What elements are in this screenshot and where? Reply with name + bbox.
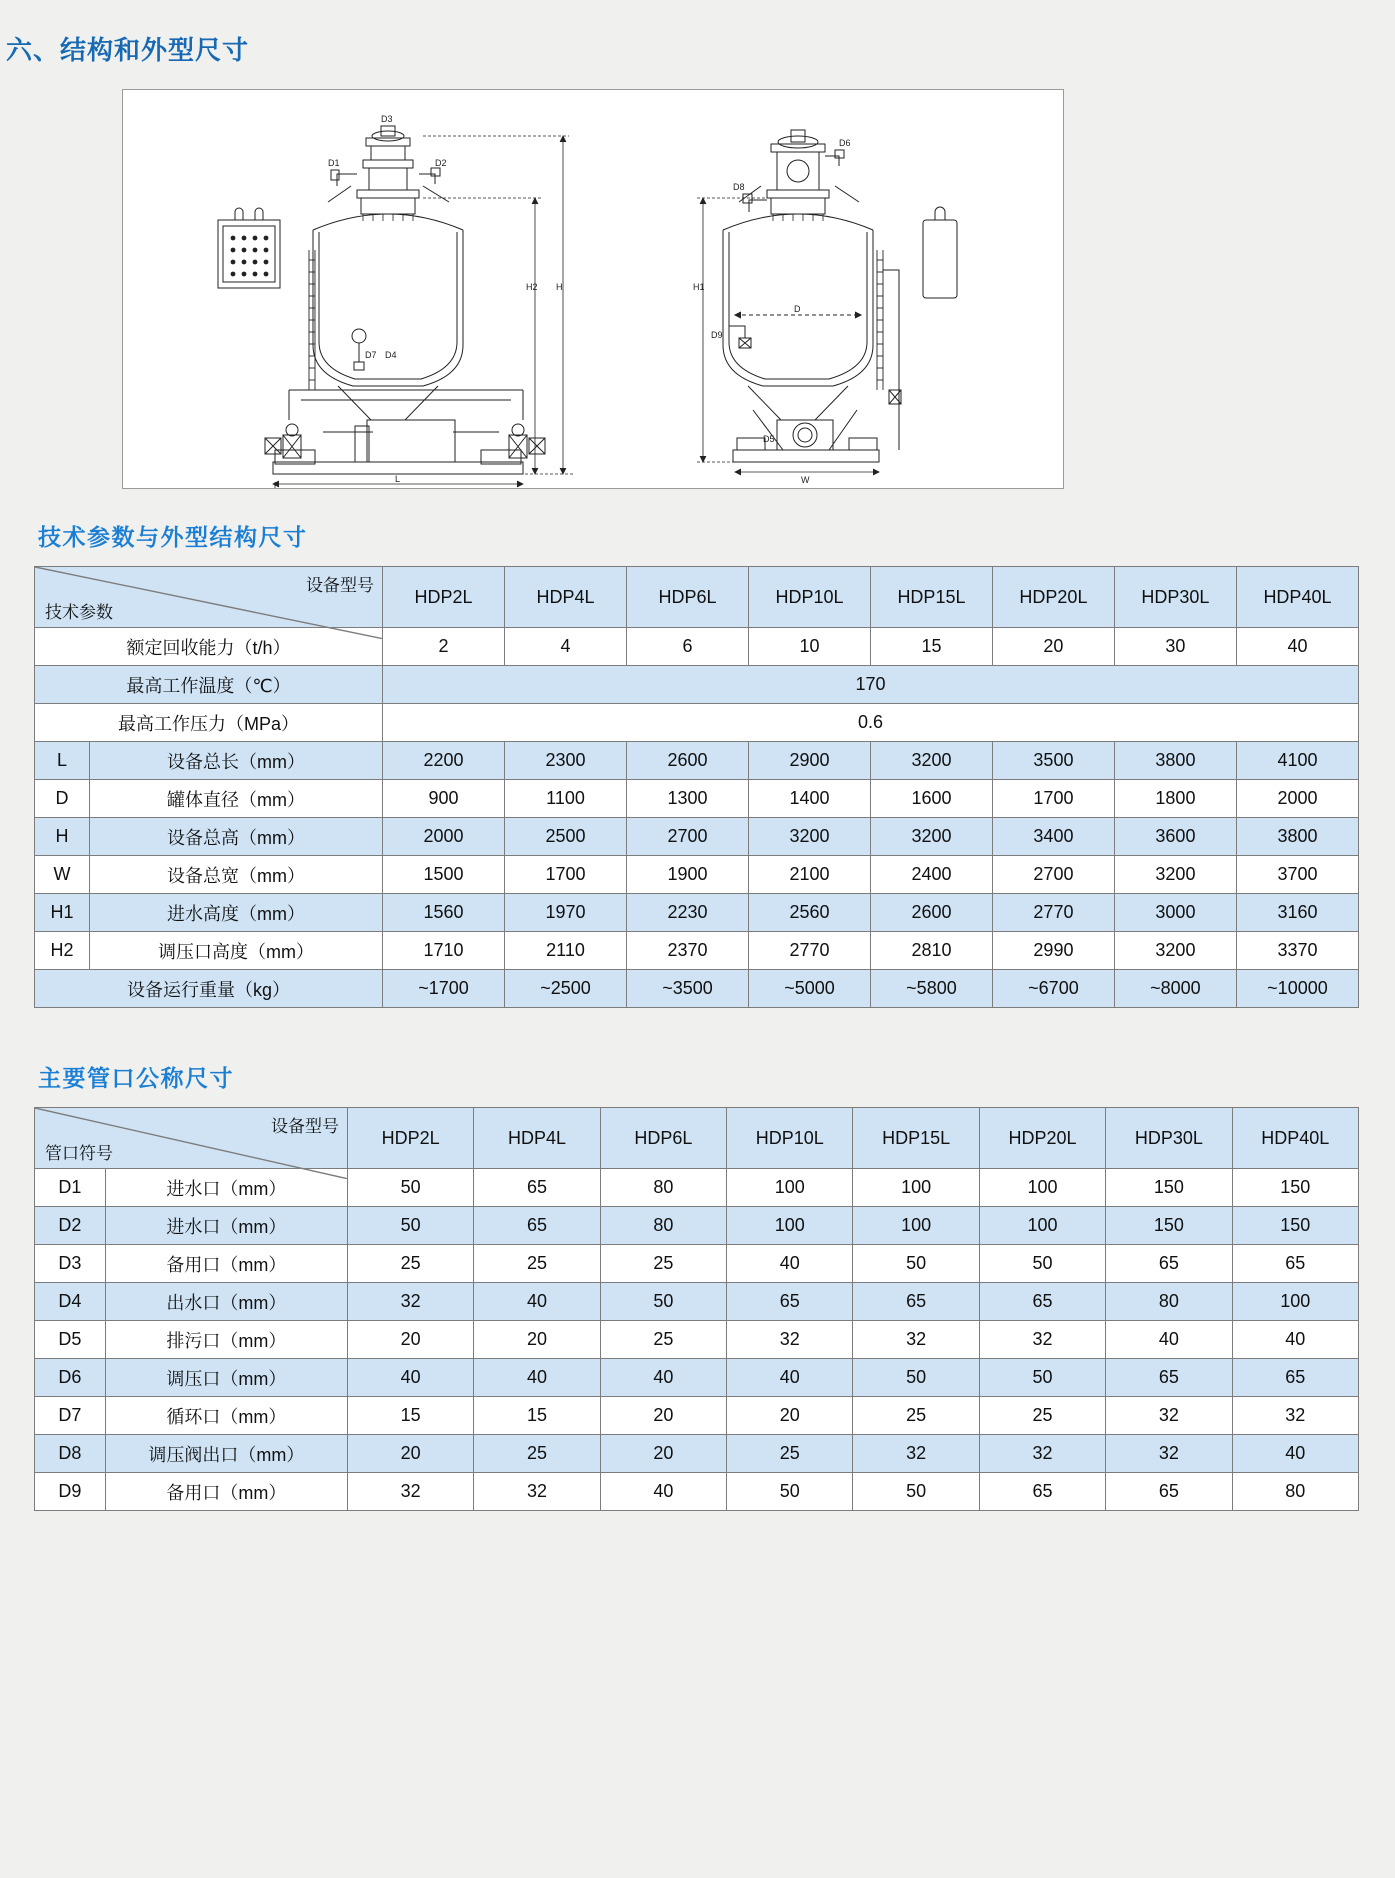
spec-cell: 2770 [748,932,870,970]
spec-cell: 1400 [748,780,870,818]
control-cabinet [218,208,280,288]
nozzle-cell: 25 [347,1245,473,1283]
svg-text:D9: D9 [711,330,723,340]
table-row [35,1359,1359,1397]
nozzle-cell: 15 [347,1397,473,1435]
spec-cell: 1300 [627,780,749,818]
spec-row-symbol: H2 [35,932,90,970]
page-title: 六、结构和外型尺寸 [6,35,250,65]
nozzle-cell: 40 [474,1359,600,1397]
spec-cell: 2560 [748,894,870,932]
table-row [35,856,1359,894]
nozzle-cell: 25 [600,1245,726,1283]
nozzle-cell: 65 [979,1473,1105,1511]
spec-row-label: 进水高度（mm） [90,894,383,932]
spec-cell: 2110 [505,932,627,970]
table-row [35,1207,1359,1245]
table-row [35,932,1359,970]
spec-cell: 2 [383,628,505,666]
svg-text:D3: D3 [381,114,393,124]
nozzle-model-header: HDP4L [474,1108,600,1169]
spec-cell: 2000 [1236,780,1358,818]
spec-cell: 2770 [992,894,1114,932]
nozzle-cell: 40 [727,1245,853,1283]
nozzle-cell: 50 [347,1207,473,1245]
nozzle-row-symbol: D2 [35,1207,106,1245]
nozzle-cell: 32 [979,1435,1105,1473]
spec-row-label: 设备运行重量（kg） [35,970,383,1008]
spec-model-header: HDP30L [1114,567,1236,628]
dimension-lines-right [697,198,879,475]
nozzle-cell: 25 [600,1321,726,1359]
spec-cell: 4100 [1236,742,1358,780]
table-row [35,970,1359,1008]
nozzle-cell: 65 [474,1207,600,1245]
spec-table [34,566,1359,1008]
nozzle-cell: 40 [1232,1321,1358,1359]
table-row [35,1245,1359,1283]
nozzle-row-symbol: D6 [35,1359,106,1397]
table-row [35,1473,1359,1511]
spec-cell: ~10000 [1236,970,1358,1008]
nozzle-row-label: 排污口（mm） [105,1321,347,1359]
nozzle-cell: 100 [1232,1283,1358,1321]
nozzle-row-symbol: D8 [35,1435,106,1473]
nozzle-cell: 25 [853,1397,979,1435]
spec-cell: 15 [870,628,992,666]
nozzle-cell: 20 [600,1397,726,1435]
nozzle-corner-top-label: 设备型号 [270,1117,339,1136]
spec-corner-cell [35,567,383,628]
nozzle-cell: 20 [474,1321,600,1359]
spec-row-label: 调压口高度（mm） [90,932,383,970]
spec-cell: ~1700 [383,970,505,1008]
spec-model-header: HDP6L [627,567,749,628]
spec-section-title: 技术参数与外型结构尺寸 [38,524,308,550]
spec-cell: 3200 [870,818,992,856]
nozzle-row-label: 调压阀出口（mm） [105,1435,347,1473]
spec-cell: ~2500 [505,970,627,1008]
nozzle-cell: 25 [474,1245,600,1283]
nozzle-row-label: 循环口（mm） [105,1397,347,1435]
nozzle-cell: 65 [474,1169,600,1207]
spec-cell: 30 [1114,628,1236,666]
nozzle-row-symbol: D7 [35,1397,106,1435]
nozzle-cell: 40 [727,1359,853,1397]
nozzle-model-header: HDP15L [853,1108,979,1169]
svg-text:D8: D8 [733,182,745,192]
nozzle-model-header: HDP30L [1106,1108,1232,1169]
nozzle-cell: 40 [474,1283,600,1321]
spec-cell: 1710 [383,932,505,970]
table-row [35,780,1359,818]
nozzle-row-label: 进水口（mm） [105,1207,347,1245]
nozzle-cell: 20 [600,1435,726,1473]
equipment-drawing-figure [122,89,1064,489]
svg-text:D: D [794,304,801,314]
svg-text:L: L [395,474,401,484]
spec-cell: 1700 [992,780,1114,818]
spec-row-symbol: H1 [35,894,90,932]
spec-cell: 1500 [383,856,505,894]
nozzle-cell: 150 [1232,1207,1358,1245]
nozzle-row-symbol: D5 [35,1321,106,1359]
nozzle-cell: 32 [979,1321,1105,1359]
nozzle-cell: 25 [979,1397,1105,1435]
nozzle-corner-cell [35,1108,348,1169]
nozzle-cell: 40 [1232,1435,1358,1473]
spec-cell: ~5000 [748,970,870,1008]
spec-cell: 1700 [505,856,627,894]
spec-cell: 4 [505,628,627,666]
nozzle-cell: 100 [853,1207,979,1245]
nozzle-cell: 80 [600,1169,726,1207]
nozzle-cell: 65 [1106,1359,1232,1397]
nozzle-model-header: HDP6L [600,1108,726,1169]
table-row [35,1283,1359,1321]
nozzle-row-symbol: D1 [35,1169,106,1207]
technical-drawing [123,90,1063,488]
spec-cell: 3000 [1114,894,1236,932]
spec-cell: 900 [383,780,505,818]
spec-cell: ~5800 [870,970,992,1008]
spec-cell: 3200 [1114,856,1236,894]
nozzle-cell: 32 [853,1321,979,1359]
svg-text:D4: D4 [385,350,397,360]
spec-cell: 6 [627,628,749,666]
nozzle-cell: 100 [979,1169,1105,1207]
nozzle-cell: 100 [853,1169,979,1207]
table-row [35,704,1359,742]
nozzle-corner-bottom-label: 管口符号 [45,1144,113,1163]
spec-cell: 2600 [627,742,749,780]
svg-text:D5: D5 [763,434,775,444]
table-row [35,742,1359,780]
spec-cell: 10 [748,628,870,666]
nozzle-table-body [35,1169,1359,1511]
nozzle-cell: 32 [1106,1435,1232,1473]
spec-cell: 3200 [748,818,870,856]
spec-cell: 2370 [627,932,749,970]
svg-text:D1: D1 [328,158,340,168]
nozzle-row-symbol: D3 [35,1245,106,1283]
nozzle-cell: 65 [1106,1245,1232,1283]
nozzle-cell: 40 [600,1359,726,1397]
spec-corner-bottom-label: 技术参数 [45,603,113,622]
nozzle-row-label: 调压口（mm） [105,1359,347,1397]
spec-cell: 2000 [383,818,505,856]
nozzle-cell: 65 [1232,1359,1358,1397]
nozzle-cell: 25 [474,1435,600,1473]
nozzle-section-title: 主要管口公称尺寸 [38,1065,234,1091]
spec-cell: 3800 [1236,818,1358,856]
nozzle-cell: 65 [727,1283,853,1321]
nozzle-cell: 32 [1232,1397,1358,1435]
nozzle-cell: 20 [727,1397,853,1435]
spec-cell: 1970 [505,894,627,932]
spec-cell-merged: 170 [383,666,1359,704]
nozzle-cell: 50 [600,1283,726,1321]
spec-cell: 3200 [870,742,992,780]
nozzle-cell: 20 [347,1435,473,1473]
nozzle-model-header: HDP40L [1232,1108,1358,1169]
spec-cell: 3500 [992,742,1114,780]
nozzle-cell: 100 [727,1207,853,1245]
nozzle-cell: 80 [1232,1473,1358,1511]
nozzle-cell: 25 [727,1435,853,1473]
spec-cell: 2200 [383,742,505,780]
nozzle-cell: 150 [1232,1169,1358,1207]
spec-row-label: 设备总宽（mm） [90,856,383,894]
nozzle-row-label: 备用口（mm） [105,1473,347,1511]
nozzle-table [34,1107,1359,1511]
spec-cell: 40 [1236,628,1358,666]
spec-model-header: HDP4L [505,567,627,628]
spec-cell: 2400 [870,856,992,894]
nozzle-cell: 40 [600,1473,726,1511]
nozzle-header-row [35,1108,1359,1169]
spec-row-symbol: D [35,780,90,818]
spec-model-header: HDP40L [1236,567,1358,628]
spec-cell-merged: 0.6 [383,704,1359,742]
svg-text:H2: H2 [526,282,538,292]
table-row [35,1321,1359,1359]
spec-cell: 2600 [870,894,992,932]
spec-cell: 2500 [505,818,627,856]
nozzle-cell: 50 [853,1245,979,1283]
spec-table-body [35,628,1359,1008]
spec-cell: ~6700 [992,970,1114,1008]
nozzle-cell: 50 [979,1245,1105,1283]
nozzle-cell: 50 [853,1473,979,1511]
spec-row-label: 设备总长（mm） [90,742,383,780]
spec-row-symbol: H [35,818,90,856]
spec-cell: 20 [992,628,1114,666]
nozzle-model-header: HDP2L [347,1108,473,1169]
nozzle-cell: 20 [347,1321,473,1359]
nozzle-cell: 50 [979,1359,1105,1397]
nozzle-cell: 100 [979,1207,1105,1245]
spec-cell: 2100 [748,856,870,894]
svg-text:D2: D2 [435,158,447,168]
vessel-left [265,126,545,474]
spec-cell: 3700 [1236,856,1358,894]
spec-row-label: 额定回收能力（t/h） [35,628,383,666]
nozzle-cell: 65 [853,1283,979,1321]
nozzle-model-header: HDP10L [727,1108,853,1169]
nozzle-cell: 32 [1106,1397,1232,1435]
spec-cell: 2700 [627,818,749,856]
nozzle-cell: 65 [979,1283,1105,1321]
vessel-right [723,130,957,462]
nozzle-cell: 32 [347,1473,473,1511]
spec-model-header: HDP15L [870,567,992,628]
spec-cell: 3600 [1114,818,1236,856]
spec-cell: 2810 [870,932,992,970]
spec-cell: 3800 [1114,742,1236,780]
spec-cell: 2300 [505,742,627,780]
spec-cell: 2990 [992,932,1114,970]
nozzle-cell: 150 [1106,1169,1232,1207]
nozzle-row-symbol: D4 [35,1283,106,1321]
spec-cell: 1900 [627,856,749,894]
svg-text:D6: D6 [839,138,851,148]
nozzle-cell: 15 [474,1397,600,1435]
nozzle-cell: 50 [727,1473,853,1511]
table-row [35,894,1359,932]
nozzle-row-symbol: D9 [35,1473,106,1511]
svg-text:D7: D7 [365,350,377,360]
nozzle-cell: 50 [347,1169,473,1207]
nozzle-row-label: 备用口（mm） [105,1245,347,1283]
spec-corner-top-label: 设备型号 [306,576,375,595]
spec-row-label: 最高工作温度（℃） [35,666,383,704]
spec-row-label: 设备总高（mm） [90,818,383,856]
nozzle-cell: 32 [474,1473,600,1511]
spec-cell: 2900 [748,742,870,780]
nozzle-row-label: 进水口（mm） [105,1169,347,1207]
spec-cell: 3160 [1236,894,1358,932]
spec-row-symbol: L [35,742,90,780]
spec-cell: ~3500 [627,970,749,1008]
nozzle-cell: 32 [347,1283,473,1321]
nozzle-cell: 50 [853,1359,979,1397]
spec-cell: 1100 [505,780,627,818]
table-row [35,818,1359,856]
spec-cell: 3400 [992,818,1114,856]
spec-cell: 1800 [1114,780,1236,818]
svg-text:W: W [801,475,810,485]
spec-model-header: HDP20L [992,567,1114,628]
nozzle-cell: 40 [347,1359,473,1397]
nozzle-row-label: 出水口（mm） [105,1283,347,1321]
svg-text:H1: H1 [693,282,705,292]
nozzle-cell: 65 [1232,1245,1358,1283]
spec-cell: ~8000 [1114,970,1236,1008]
nozzle-cell: 65 [1106,1473,1232,1511]
spec-header-row [35,567,1359,628]
nozzle-cell: 32 [727,1321,853,1359]
spec-cell: 2230 [627,894,749,932]
dimension-labels-left [328,114,563,484]
table-row [35,1435,1359,1473]
spec-row-label: 罐体直径（mm） [90,780,383,818]
nozzle-cell: 32 [853,1435,979,1473]
table-row [35,1397,1359,1435]
spec-row-symbol: W [35,856,90,894]
spec-model-header: HDP10L [748,567,870,628]
svg-text:H: H [556,282,563,292]
nozzle-cell: 100 [727,1169,853,1207]
spec-model-header: HDP2L [383,567,505,628]
spec-cell: 1560 [383,894,505,932]
spec-cell: 3370 [1236,932,1358,970]
spec-cell: 2700 [992,856,1114,894]
table-row [35,666,1359,704]
spec-cell: 3200 [1114,932,1236,970]
nozzle-cell: 80 [1106,1283,1232,1321]
nozzle-cell: 150 [1106,1207,1232,1245]
dimension-lines-left [273,136,575,488]
spec-row-label: 最高工作压力（MPa） [35,704,383,742]
spec-cell: 1600 [870,780,992,818]
nozzle-model-header: HDP20L [979,1108,1105,1169]
nozzle-cell: 40 [1106,1321,1232,1359]
nozzle-cell: 80 [600,1207,726,1245]
